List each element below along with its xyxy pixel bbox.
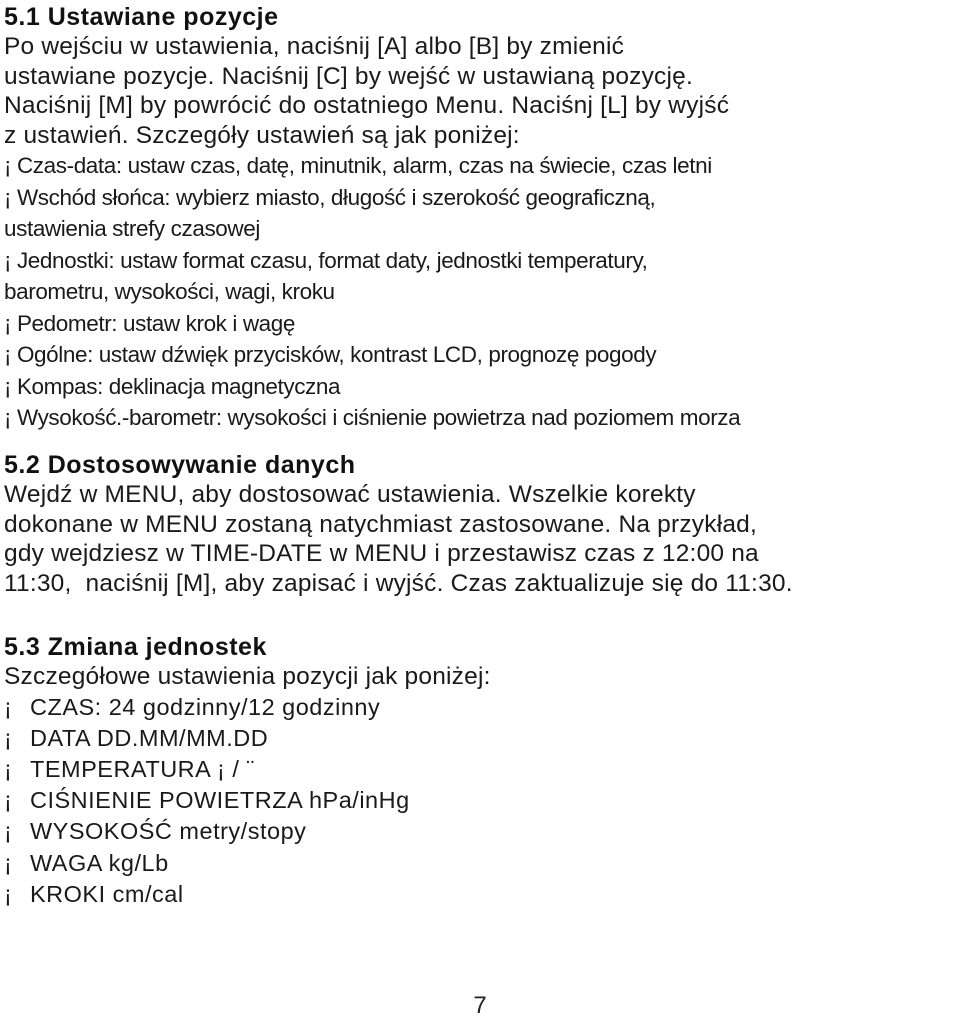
section-heading: 5.1 Ustawiane pozycje — [4, 3, 279, 31]
settings-item: ¡ Kompas: deklinacja magnetyczna — [4, 373, 341, 399]
settings-item: ¡ Czas-data: ustaw czas, datę, minutnik, alarm, czas na świecie, czas letni — [4, 153, 712, 178]
settings-item: ¡ Jednostki: ustaw format czasu, format daty, jednostki temperatury, barometru, wysokości, wagi, kroku — [4, 247, 648, 304]
unit-item-text: DATA DD.MM/MM.DD — [30, 724, 269, 751]
section-intro-paragraph: Szczegółowe ustawienia pozycji jak poniżej: — [4, 663, 491, 690]
settings-item: ¡ Wysokość.-barometr: wysokości i ciśnienie powietrza nad poziomem morza — [4, 405, 741, 430]
unit-item — [4, 754, 958, 785]
settings-item: ¡ Ogólne: ustaw dźwięk przycisków, kontrast LCD, prognozę pogody — [4, 342, 657, 367]
section-heading: 5.3 Zmiana jednostek — [4, 633, 267, 661]
unit-item — [4, 816, 958, 847]
unit-item — [4, 723, 958, 754]
bullet-glyph: ¡ — [4, 818, 13, 845]
section-body-paragraph: Wejdź w MENU, aby dostosować ustawienia. Wszelkie korekty dokonane w MENU zostaną natychmiast zastosowane. Na przykład, gdy wejdziesz w TIME-DATE w MENU i przestawisz czas z 12:00 na 11:30, naciśnij [M], aby zapisać i wyjść. Czas zaktualizuje się do 11:30. — [4, 481, 793, 597]
unit-item-text: CZAS: 24 godzinny/12 godzinny — [30, 693, 381, 720]
unit-item-text: WAGA kg/Lb — [30, 849, 169, 876]
settings-item: ¡ Pedometr: ustaw krok i wagę — [4, 310, 296, 336]
bullet-glyph: ¡ — [4, 693, 13, 720]
unit-item-text: KROKI cm/cal — [30, 880, 184, 907]
section-intro-paragraph: Po wejściu w ustawienia, naciśnij [A] albo [B] by zmienić ustawiane pozycje. Naciśnij [C] by wejść w ustawianą pozycję. Naciśnij [M] by powrócić do ostatniego Menu. Naciśnj [L] by wyjść z ustawień. Szczegóły ustawień są jak poniżej: — [4, 33, 730, 149]
bullet-glyph: ¡ — [4, 787, 13, 814]
bullet-glyph: ¡ — [4, 755, 13, 782]
section-data-adjustment — [4, 450, 958, 598]
unit-item-text: CIŚNIENIE POWIETRZA hPa/inHg — [30, 787, 410, 814]
unit-item — [4, 848, 958, 879]
unit-item — [4, 879, 958, 910]
section-heading: 5.2 Dostosowywanie danych — [4, 451, 356, 479]
unit-item — [4, 692, 958, 723]
settings-item-list — [4, 150, 958, 434]
settings-item: ¡ Wschód słońca: wybierz miasto, długość i szerokość geograficzną, ustawienia strefy czasowej — [4, 184, 656, 241]
bullet-glyph: ¡ — [4, 880, 13, 907]
unit-item — [4, 785, 958, 816]
page-number: 7 — [473, 992, 487, 1019]
unit-item-text: WYSOKOŚĆ metry/stopy — [30, 818, 307, 845]
unit-item-list — [4, 692, 958, 910]
bullet-glyph: ¡ — [4, 724, 13, 751]
section-item-settings — [4, 2, 958, 434]
unit-item-text: TEMPERATURA ¡ / ¨ — [30, 755, 255, 782]
section-unit-change — [4, 632, 958, 910]
bullet-glyph: ¡ — [4, 849, 13, 876]
